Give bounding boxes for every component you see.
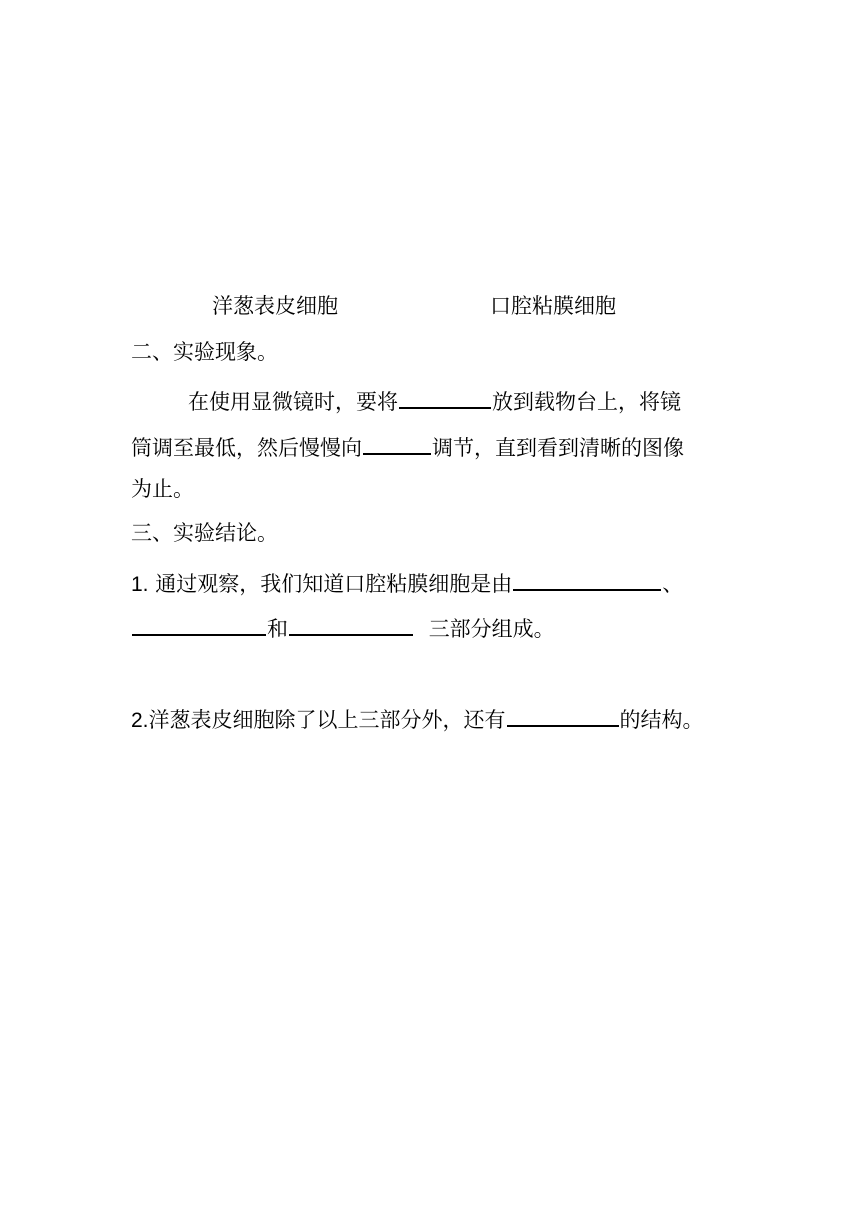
section2-paragraph-line1 xyxy=(188,387,681,413)
text: 放到载物台上，将镜 xyxy=(492,390,681,414)
caption-onion-epidermis-cell: 洋葱表皮细胞 xyxy=(212,294,338,318)
text: 的结构。 xyxy=(619,708,704,732)
text: 三部分组成。 xyxy=(428,617,555,641)
caption-oral-mucosa-cell: 口腔粘膜细胞 xyxy=(490,294,616,318)
text: 通过观察，我们知道口腔粘膜细胞是由 xyxy=(155,572,513,596)
text: 洋葱表皮细胞除了以上三部分外，还有 xyxy=(148,708,506,732)
section2-heading: 二、实验现象。 xyxy=(131,340,278,364)
question1-line2 xyxy=(131,614,555,640)
blank-structure-3[interactable] xyxy=(289,614,413,636)
blank-specimen[interactable] xyxy=(399,387,491,409)
section2-paragraph-line3: 为止。 xyxy=(131,477,194,501)
blank-direction[interactable] xyxy=(363,433,431,455)
blank-extra-structure[interactable] xyxy=(507,705,619,727)
blank-structure-1[interactable] xyxy=(513,569,661,591)
question2-number: 2. xyxy=(131,709,149,732)
question1-number: 1. xyxy=(131,573,149,596)
text: 、 xyxy=(662,572,684,596)
section2-paragraph-line2 xyxy=(131,433,684,459)
section3-heading: 三、实验结论。 xyxy=(131,521,278,545)
text: 在使用显微镜时，要将 xyxy=(188,390,398,414)
text: 调节，直到看到清晰的图像 xyxy=(432,436,684,460)
question1-line1 xyxy=(131,569,683,595)
text: 和 xyxy=(267,617,288,641)
blank-structure-2[interactable] xyxy=(132,614,266,636)
question2-line xyxy=(131,705,704,731)
text: 筒调至最低，然后慢慢向 xyxy=(131,436,362,460)
